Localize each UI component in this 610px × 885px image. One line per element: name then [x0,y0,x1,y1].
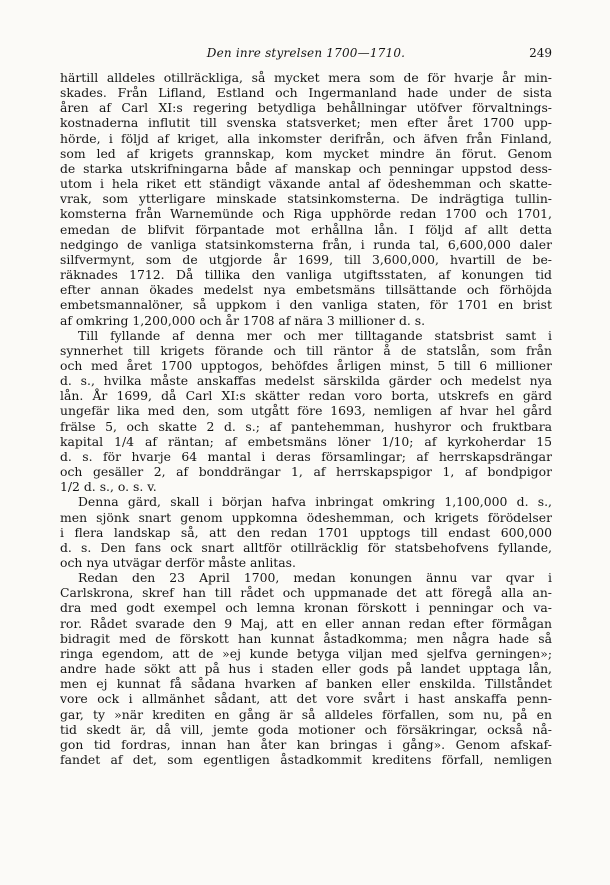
text-line: ror. Rådet svarade den 9 Maj, att en eller annan redan efter förmågan [60,615,552,631]
text-line: härtill alldeles otillräckliga, så mycket mera som de för hvarje år min- [60,70,552,85]
text-line: kostnaderna influtit till svenska statsverket; men efter året 1700 upp- [60,115,552,131]
text-line: och gesäller 2, af bonddrängar 1, af herrskapspigor 1, af bondpigor [60,464,552,480]
page-header [60,46,552,64]
text-line: lån. År 1699, då Carl XI:s skätter redan voro borta, utskrefs en gärd [60,388,552,404]
text-line: nedgingo de vanliga statsinkomsterna från, i runda tal, 6,600,000 daler [60,236,552,252]
text-line: utom i hela riket ett ständigt växande antal af ödeshemman och skatte- [60,176,552,192]
text-line: 1/2 d. s., o. s. v. [60,479,157,495]
text-line: och med året 1700 upptogos, behöfdes årligen minst, 5 till 6 millioner [60,357,552,373]
text-line: men ej kunnat få sådana hvarken af banken eller enskilda. Tillståndet [60,676,552,692]
text-line: ungefär lika med den, som utgått före 1693, nemligen af hvar hel gård [60,403,552,419]
text-line: som led af krigets grannskap, kom mycket mindre än förut. Genom [60,145,552,161]
text-line: Till fyllande af denna mer och mer tilltagande statsbrist samt i [78,327,552,343]
text-line: bidragit med de förskott han kunnat åstadkomma; men några hade så [60,630,552,646]
text-line: de starka utskrifningarna både af manskap och penningar uppstod dess- [60,160,552,176]
page-number: 249 [529,46,552,60]
text-line: gar, ty »när krediten en gång är så alldeles förfallen, som nu, på en [60,706,552,722]
text-line: fandet af det, som egentligen åstadkommit kreditens förfall, nemligen [60,752,552,768]
text-line: hörde, i följd af kriget, alla inkomster derifrån, och äfven från Finland, [60,130,552,146]
text-line: i flera landskap så, att den redan 1701 upptogs till endast 600,000 [60,524,552,540]
text-line: Denna gärd, skall i början hafva inbringat omkring 1,100,000 d. s., [78,494,552,510]
text-line: d. s. Den fans ock snart alltför otillräcklig för statsbehofvens fyllande, [60,539,552,555]
text-line: andre hade sökt att på hus i staden eller gods på landet upptaga lån, [60,661,552,677]
text-line: åren af Carl XI:s regering betydliga behållningar utöfver förvaltnings- [60,100,552,116]
text-line: efter annan ökades medelst nya embetsmäns tillsättande och förhöjda [60,282,552,298]
text-line: dra med godt exempel och lemna kronan förskott i penningar och va- [60,600,552,616]
text-line: d. s., hvilka måste anskaffas medelst särskilda gärder och medelst nya [60,373,552,389]
text-line: gon tid fordras, innan han åter kan bringas i gång». Genom afskaf- [60,736,552,752]
text-line: ringa egendom, att de »ej kunde betyga viljan med sjelfva gerningen»; [60,645,552,661]
text-line: vore ock i allmänhet sådant, att det vore svårt i hast anskaffa penn- [60,691,552,707]
text-line: embetsmannalöner, så uppkom i den vanliga staten, för 1701 en brist [60,297,552,313]
text-line: d. s. för hvarje 64 mantal i deras församlingar; af herrskapsdrängar [60,448,552,464]
text-line: frälse 5, och skatte 2 d. s.; af pantehemman, hushyror och fruktbara [60,418,552,434]
text-line: Redan den 23 April 1700, medan konungen ännu var qvar i [78,570,552,586]
text-line: synnerhet till krigets förande och till räntor å de statslån, som från [60,342,552,358]
text-line: och nya utvägar derför måste anlitas. [60,555,296,570]
text-line: emedan de blifvit förpantade mot erhållna lån. I följd af allt detta [60,221,552,237]
body-text [60,70,552,767]
text-line: Carlskrona, skref han till rådet och uppmanade det att föregå alla an- [60,585,552,601]
text-line: silfvermynt, som de utgjorde år 1699, till 3,600,000, hvartill de be- [60,251,552,267]
text-line: komsterna från Warnemünde och Riga upphörde redan 1700 och 1701, [60,206,552,222]
text-line: men sjönk snart genom uppkomna ödeshemman, och krigets förödelser [60,509,552,525]
running-title: Den inre styrelsen 1700—1710. [206,46,406,60]
text-line: af omkring 1,200,000 och år 1708 af nära 3 millioner d. s. [60,312,426,328]
text-line: räknades 1712. Då tillika den vanliga utgiftsstaten, af konungen tid [60,267,552,283]
text-line: tid skedt är, då vill, jemte goda motioner och försäkringar, också nå- [60,721,552,737]
text-line: vrak, som ytterligare minskade statsinkomsterna. De indrägtiga tullin- [60,191,552,207]
text-line: kapital 1/4 af räntan; af embetsmäns löner 1/10; af kyrkoherdar 15 [60,433,552,449]
text-line: skades. Från Lifland, Estland och Ingermanland hade under de sista [60,85,552,101]
